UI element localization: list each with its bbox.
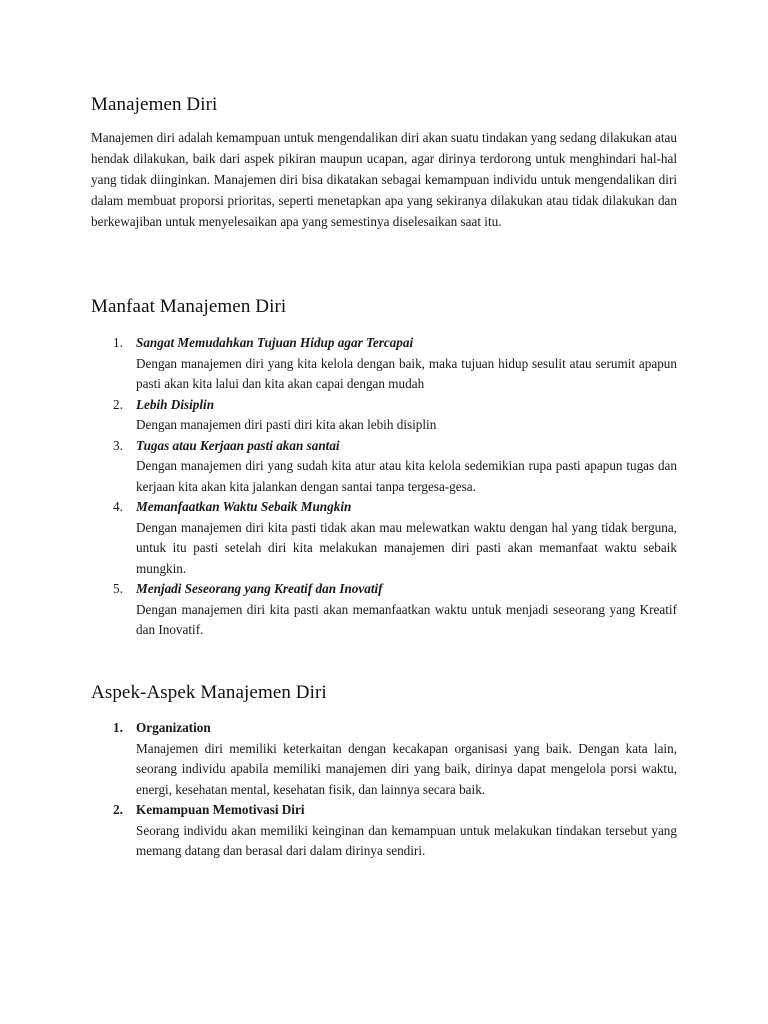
list-item-body: Dengan manajemen diri pasti diri kita akan lebih disiplin	[136, 417, 437, 432]
list-item-title: Tugas atau Kerjaan pasti akan santai	[136, 437, 340, 453]
list-number: 2.	[113, 802, 123, 817]
list-number: 5.	[113, 581, 123, 596]
list-item-body: Dengan manajemen diri yang kita kelola dengan baik, maka tujuan hidup sesulit atau serumit apapun pasti akan kita lalui dan kita akan capai dengan mudah	[136, 355, 677, 391]
list-item-body: Dengan manajemen diri yang sudah kita atur atau kita kelola sedemikian rupa pasti apapun tugas dan kerjaan kita akan kita jalankan dengan santai tanpa tergesa-gesa.	[136, 458, 677, 494]
list-item-title: Kemampuan Memotivasi Diri	[136, 802, 305, 817]
list-item-title: Lebih Disiplin	[136, 396, 215, 412]
list-item-title: Sangat Memudahkan Tujuan Hidup agar Tercapai	[136, 335, 414, 350]
list-number: 3.	[113, 437, 123, 453]
intro-paragraph: Manajemen diri adalah kemampuan untuk mengendalikan diri akan suatu tindakan yang sedang dilakukan atau hendak dilakukan, baik dari aspek pikiran maupun ucapan, agar dirinya terdorong untuk menghindari hal-hal yang tidak diinginkan. Manajemen diri bisa dikatakan sebagai kemampuan individu untuk mengendalikan diri dalam membuat proporsi prioritas, seperti menetapkan apa yang sekiranya dilakukan atau tidak dilakukan dan berkewajiban untuk menyelesaikan apa yang semestinya diselesaikan saat itu.	[91, 130, 677, 229]
benefits-list	[91, 333, 677, 641]
list-number: 2.	[113, 396, 123, 412]
list-item	[91, 395, 677, 436]
list-item	[91, 333, 677, 395]
list-number: 1.	[113, 335, 123, 350]
list-item	[91, 718, 677, 800]
heading-manfaat-manajemen-diri: Manfaat Manajemen Diri	[91, 296, 287, 317]
aspects-list	[91, 718, 677, 862]
list-item-body: Seorang individu akan memiliki keinginan dan kemampuan untuk melakukan tindakan tersebut yang memang datang dan berasal dari dalam dirinya sendiri.	[136, 822, 677, 858]
heading-aspek-aspek-manajemen-diri: Aspek-Aspek Manajemen Diri	[91, 682, 327, 703]
list-item-title: Menjadi Seseorang yang Kreatif dan Inovatif	[136, 581, 383, 596]
list-item	[91, 579, 677, 641]
list-number: 4.	[113, 499, 123, 514]
list-item-body: Dengan manajemen diri kita pasti tidak akan mau melewatkan waktu dengan hal yang tidak berguna, untuk itu pasti setelah diri kita melakukan manajemen diri pasti akan memanfaat waktu sebaik mungkin.	[136, 519, 677, 576]
list-number: 1.	[113, 720, 123, 735]
list-item	[91, 800, 677, 862]
list-item	[91, 497, 677, 579]
list-item	[91, 436, 677, 498]
list-item-title: Organization	[136, 720, 211, 735]
list-item-body: Manajemen diri memiliki keterkaitan dengan kecakapan organisasi yang baik. Dengan kata lain, seorang individu apabila memiliki manajemen diri yang baik, dirinya dapat mengelola porsi waktu, energi, kesehatan mental, kesehatan fisik, dan lainnya secara baik.	[136, 740, 677, 797]
list-item-title: Memanfaatkan Waktu Sebaik Mungkin	[136, 499, 352, 514]
heading-manajemen-diri: Manajemen Diri	[91, 94, 218, 115]
list-item-body: Dengan manajemen diri kita pasti akan memanfaatkan waktu untuk menjadi seseorang yang Kreatif dan Inovatif.	[136, 601, 677, 637]
